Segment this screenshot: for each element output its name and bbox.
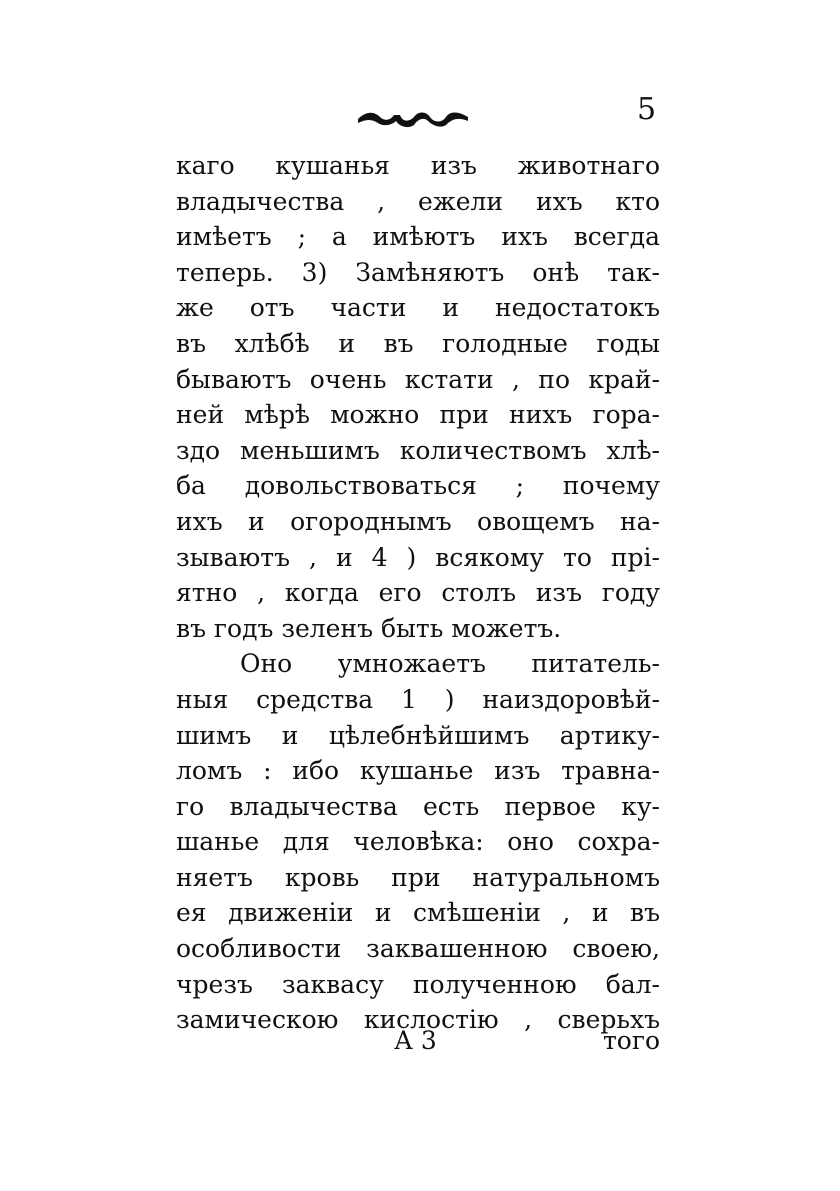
text-line: го владычества есть первое ку- xyxy=(176,791,660,821)
header-ornament xyxy=(356,103,470,129)
text-line: здо меньшимъ количествомъ хлѣ- xyxy=(176,435,660,465)
text-line: владычества , ежели ихъ кто xyxy=(176,186,660,216)
text-line: же отъ части и недостатокъ xyxy=(176,293,660,323)
text-line: ба довольствоваться ; почему xyxy=(176,471,660,501)
catchword: того xyxy=(602,1026,660,1055)
text-line: шимъ и цѣлебнѣйшимъ артику- xyxy=(176,720,660,750)
page-footer xyxy=(176,1024,660,1058)
text-line: шанье для человѣка: оно сохра- xyxy=(176,827,660,857)
text-line: въ хлѣбѣ и въ голодные годы xyxy=(176,328,660,358)
text-line: ней мѣрѣ можно при нихъ гора- xyxy=(176,400,660,430)
paragraph-first-line: Оно умножаетъ питатель- xyxy=(240,649,660,679)
text-line: имѣетъ ; а имѣютъ ихъ всегда xyxy=(176,222,660,252)
text-line: каго кушанья изъ животнаго xyxy=(176,151,660,180)
body-text xyxy=(176,148,660,1038)
text-line: чрезъ заквасу полученною бал- xyxy=(176,969,660,999)
text-line: особливости заквашенною своею, xyxy=(176,934,660,964)
text-line: ломъ : ибо кушанье изъ травна- xyxy=(176,756,660,786)
text-line: няетъ кровь при натуральномъ xyxy=(176,862,660,892)
signature-mark: А 3 xyxy=(394,1026,437,1055)
text-line: ея движеніи и смѣшеніи , и въ xyxy=(176,898,660,928)
text-line: ныя средства 1 ) наиздоровѣй- xyxy=(176,684,660,714)
text-line: ятно , когда его столъ изъ году xyxy=(176,578,660,608)
text-line: теперь. 3) Замѣняютъ онѣ так- xyxy=(176,257,660,287)
text-line: ихъ и огороднымъ овощемъ на- xyxy=(176,506,660,536)
page-number: 5 xyxy=(637,92,657,127)
text-line: замическою кислостію , сверьхъ xyxy=(176,1005,660,1035)
text-line: зываютъ , и 4 ) всякому то прі- xyxy=(176,542,660,572)
text-line: бываютъ очень кстати , по край- xyxy=(176,364,660,394)
text-line: въ годъ зеленъ быть можетъ. xyxy=(176,613,562,643)
